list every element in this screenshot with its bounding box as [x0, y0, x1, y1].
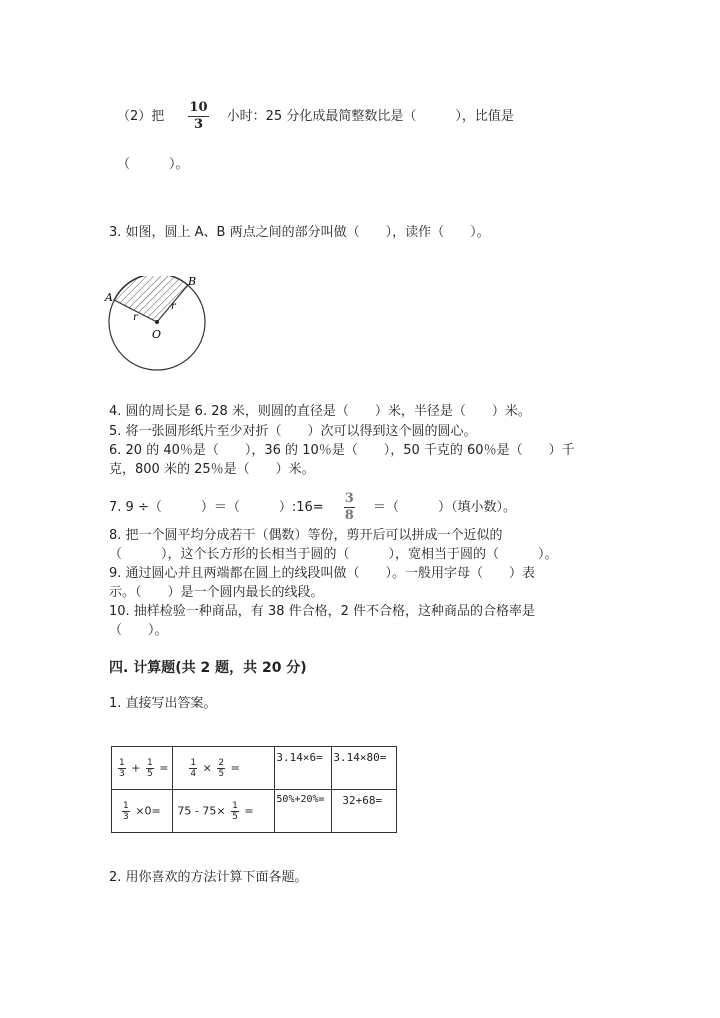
label-r-left: r [133, 312, 138, 323]
question-6-line1: 6. 20 的 40％是（ ），36 的 10％是（ ），50 千克的 60％是（ ）千 [109, 443, 575, 458]
cell-r2c2 [173, 790, 275, 833]
calc-1-title: 1. 直接写出答案。 [109, 696, 217, 711]
equals: = [159, 761, 169, 774]
question-8-line2: （ ），这个长方形的长相当于圆的（ ），宽相当于圆的（ ）。 [109, 547, 558, 562]
denominator: 3 [119, 768, 125, 779]
question-10-line2: （ ）。 [109, 623, 168, 638]
cell-fraction [118, 758, 126, 779]
cell-r1c3: 3.14×6= [275, 747, 332, 790]
operator: + [131, 761, 141, 774]
question-7 [109, 491, 516, 524]
question-5: 5. 将一张圆形纸片至少对折（ ）次可以得到这个圆的圆心。 [109, 424, 477, 439]
section-4-title: 四. 计算题(共 2 题，共 20 分) [109, 660, 307, 676]
numerator: 1 [232, 800, 238, 811]
label-r-right: r [171, 301, 176, 312]
cell-r2c1 [112, 790, 173, 833]
numerator: 1 [119, 757, 125, 768]
table-row [112, 790, 397, 833]
question-4: 4. 圆的周长是 6. 28 米，则圆的直径是（ ）米，半径是（ ）米。 [109, 404, 531, 419]
label-b: B [188, 276, 197, 288]
question-3: 3. 如图，圆上 A、B 两点之间的部分叫做（ ），读作（ ）。 [109, 225, 490, 240]
q2-fraction [188, 100, 208, 133]
denominator: 5 [146, 768, 153, 779]
expression-start: 75 - 75× [177, 804, 226, 817]
cell-r2c4: 32+68= [332, 790, 397, 833]
operator: × [202, 761, 212, 774]
cell-fraction [231, 801, 239, 822]
question-9-line1: 9. 通过圆心并且两端都在圆上的线段叫做（ ）。一般用字母（ ）表 [109, 566, 536, 581]
question-2-line2: （ ）。 [117, 157, 189, 172]
cell-fraction [217, 758, 225, 779]
denominator: 5 [232, 811, 238, 822]
denominator: 3 [123, 811, 129, 822]
q2-text: 小时：25 分化成最简整数比是（ ），比值是 [226, 109, 514, 124]
equals: = [244, 804, 254, 817]
q7-fraction-numerator: 3 [344, 491, 354, 506]
q7-part1: 7. 9 ÷（ ）＝（ ）:16= [109, 500, 324, 515]
numerator: 2 [218, 757, 225, 768]
numerator: 1 [190, 757, 197, 768]
numerator: 1 [146, 757, 153, 768]
question-2-line1 [117, 100, 514, 133]
cell-r1c2 [173, 747, 275, 790]
question-6-line2: 克，800 米的 25％是（ ）米。 [109, 462, 315, 477]
denominator: 4 [190, 768, 197, 779]
q2-fraction-numerator: 10 [189, 100, 208, 115]
cell-fraction [146, 758, 154, 779]
table-row [112, 747, 397, 790]
q7-fraction-denominator: 8 [344, 508, 354, 523]
calc-table [111, 746, 397, 833]
center-point [155, 320, 159, 324]
q2-fraction-denominator: 3 [193, 117, 203, 132]
q7-fraction [344, 491, 355, 524]
label-a: A [105, 291, 113, 304]
denominator: 5 [218, 768, 225, 779]
question-9-line2: 示。（ ）是一个圆内最长的线段。 [109, 585, 324, 600]
question-8-line1: 8. 把一个圆平均分成若干（偶数）等份，剪开后可以拼成一个近似的 [109, 528, 503, 543]
q2-prefix: （2）把 [117, 109, 165, 124]
label-o: O [152, 328, 162, 341]
cell-r2c3: 50%+20%= [275, 790, 332, 833]
numerator: 1 [123, 800, 129, 811]
cell-fraction [122, 801, 130, 822]
q7-part2: ＝（ ）（填小数）。 [372, 500, 516, 515]
circle-sector-figure [104, 276, 214, 376]
expression-rest: ×0= [135, 804, 161, 817]
calc-2-title: 2. 用你喜欢的方法计算下面各题。 [109, 870, 308, 885]
shaded-sector [114, 276, 188, 322]
cell-fraction [189, 758, 197, 779]
cell-r1c4: 3.14×80= [332, 747, 397, 790]
question-10-line1: 10. 抽样检验一种商品，有 38 件合格，2 件不合格，这种商品的合格率是 [109, 604, 536, 619]
equals: = [230, 761, 240, 774]
cell-r1c1 [112, 747, 173, 790]
